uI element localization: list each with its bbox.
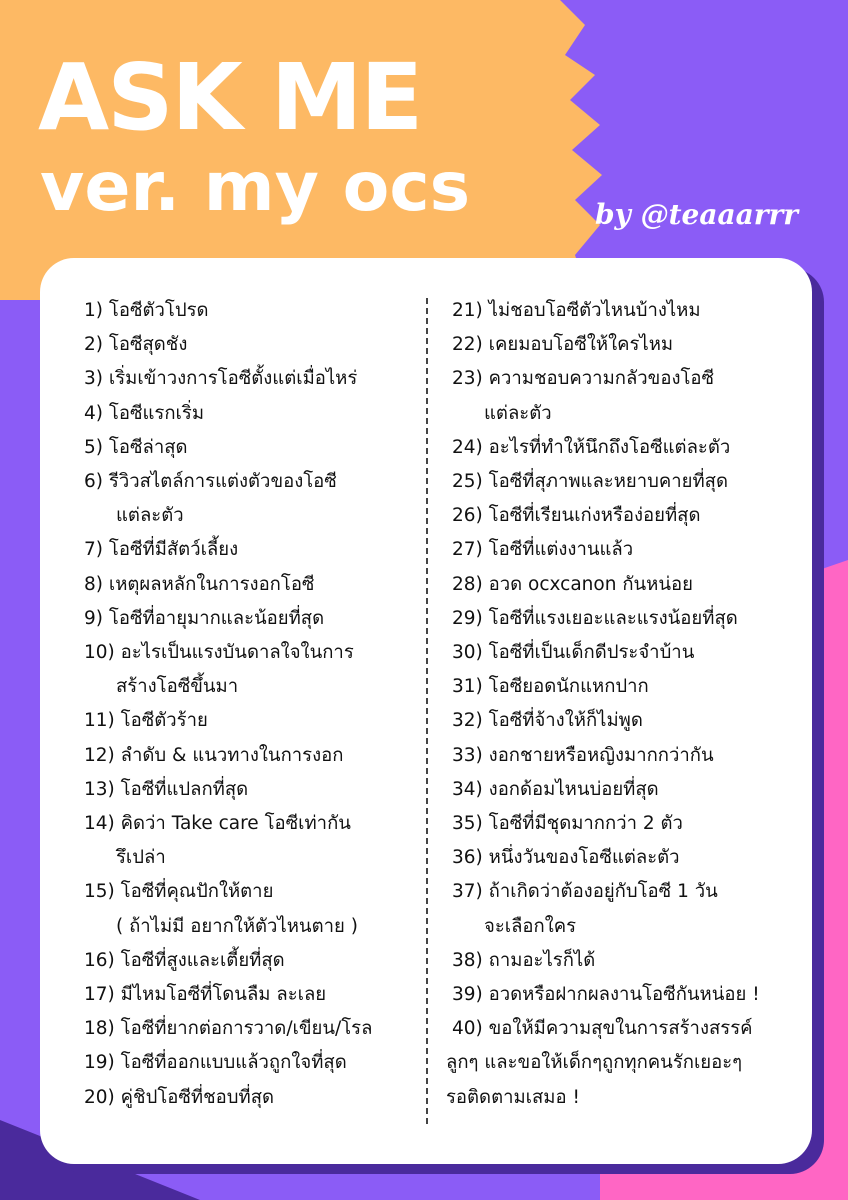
question-number: 2): [84, 334, 103, 356]
question-text-continued: แต่ละตัว: [484, 402, 552, 424]
question-item: [84, 875, 414, 943]
question-text: โอซีที่คุณปักให้ตาย: [120, 881, 274, 903]
question-item: [452, 568, 800, 602]
question-item: [84, 978, 414, 1012]
questions-card: [40, 258, 812, 1164]
question-number: 5): [84, 436, 103, 458]
question-item: [452, 328, 800, 362]
question-item: [452, 465, 800, 499]
question-number: 14): [84, 813, 115, 835]
author-byline: by @teaaarrr: [594, 198, 798, 231]
question-number: 40): [452, 1018, 483, 1040]
question-item: [452, 841, 800, 875]
question-text: คิดว่า Take care โอซีเท่ากัน: [120, 813, 351, 835]
question-number: 6): [84, 471, 103, 493]
question-text: โอซีที่ยากต่อการวาด/เขียน/โรล: [120, 1018, 373, 1040]
question-text: อวด ocxcanon กันหน่อย: [488, 573, 693, 595]
questions-right-column: [446, 294, 800, 1115]
question-text: โอซีที่เป็นเด็กดีประจำบ้าน: [488, 642, 695, 664]
question-number: 19): [84, 1052, 115, 1074]
question-text: ความชอบความกลัวของโอซี: [488, 368, 715, 390]
question-number: 34): [452, 778, 483, 800]
title-ask-me: ASK ME: [38, 44, 422, 151]
question-text: โอซีที่มีสัตว์เลี้ยง: [108, 539, 239, 561]
question-number: 30): [452, 642, 483, 664]
question-number: 8): [84, 573, 103, 595]
question-item: [84, 328, 414, 362]
question-item: [84, 397, 414, 431]
question-number: 1): [84, 300, 103, 321]
question-number: 28): [452, 573, 483, 595]
question-text: โอซีที่อายุมากและน้อยที่สุด: [108, 607, 325, 629]
question-number: 20): [84, 1086, 115, 1108]
question-item: [452, 773, 800, 807]
question-number: 25): [452, 471, 483, 493]
question-text-continued: รึเปล่า: [116, 847, 166, 869]
question-text: โอซีที่แรงเยอะและแรงน้อยที่สุด: [488, 607, 738, 629]
question-item: [84, 739, 414, 773]
question-item: [452, 362, 800, 430]
question-text: เคยมอบโอซีให้ใครไหม: [488, 334, 674, 356]
question-item: [84, 704, 414, 738]
question-item: [84, 568, 414, 602]
question-item: [452, 533, 800, 567]
question-item: [452, 499, 800, 533]
question-number: 22): [452, 334, 483, 356]
question-text: โอซีที่มีชุดมากกว่า 2 ตัว: [488, 813, 683, 835]
question-text: โอซีสุดชัง: [108, 334, 188, 356]
question-number: 26): [452, 505, 483, 527]
title-subtitle: ver. my ocs: [40, 148, 471, 227]
questions-left-column: [84, 294, 414, 1115]
question-item: [452, 294, 800, 328]
question-number: 24): [452, 436, 483, 458]
question-item: [452, 875, 800, 943]
question-text: เหตุผลหลักในการงอกโอซี: [108, 573, 315, 595]
question-text-continued: แต่ละตัว: [116, 505, 184, 527]
question-number: 36): [452, 847, 483, 869]
question-number: 15): [84, 881, 115, 903]
question-text: เริ่มเข้าวงการโอซีตั้งแต่เมื่อไหร่: [108, 368, 358, 390]
question-item: [452, 978, 800, 1012]
question-text: ขอให้มีความสุขในการสร้างสรรค์: [488, 1018, 753, 1040]
question-item: [452, 704, 800, 738]
question-item: [452, 807, 800, 841]
question-text: โอซีที่แต่งงานแล้ว: [488, 539, 634, 561]
question-item: [84, 465, 414, 533]
question-text: โอซีที่ออกแบบแล้วถูกใจที่สุด: [120, 1052, 347, 1074]
question-number: 9): [84, 607, 103, 629]
question-text: รีวิวสไตล์การแต่งตัวของโอซี: [108, 471, 337, 493]
question-number: 23): [452, 368, 483, 390]
question-number: 37): [452, 881, 483, 903]
question-number: 38): [452, 949, 483, 971]
question-text: โอซีตัวโปรด: [108, 300, 209, 321]
question-number: 21): [452, 300, 483, 321]
question-text: คู่ชิปโอซีที่ชอบที่สุด: [120, 1086, 275, 1108]
question-text: โอซีที่สุภาพและหยาบคายที่สุด: [488, 471, 728, 493]
question-number: 17): [84, 984, 115, 1006]
question-text: อะไรเป็นแรงบันดาลใจในการ: [120, 642, 354, 664]
question-item: [84, 1012, 414, 1046]
question-item: [84, 602, 414, 636]
question-text: โอซีแรกเริ่ม: [108, 402, 205, 424]
question-text: มีไหมโอซีที่โดนลืม ละเลย: [120, 984, 327, 1006]
question-item: [84, 636, 414, 704]
question-number: 35): [452, 813, 483, 835]
question-item: [84, 431, 414, 465]
question-number: 31): [452, 676, 483, 698]
question-item: [452, 944, 800, 978]
question-number: 39): [452, 984, 483, 1006]
question-number: 33): [452, 744, 483, 766]
question-text: หนึ่งวันของโอซีแต่ละตัว: [488, 847, 680, 869]
question-text: ไม่ชอบโอซีตัวไหนบ้างไหม: [488, 300, 701, 321]
question-item: [84, 362, 414, 396]
question-text-continued: ( ถ้าไม่มี อยากให้ตัวไหนตาย ): [116, 915, 358, 937]
question-number: 32): [452, 710, 483, 732]
question-text: ลำดับ & แนวทางในการงอก: [120, 744, 344, 766]
question-number: 10): [84, 642, 115, 664]
question-item: [452, 431, 800, 465]
question-number: 13): [84, 778, 115, 800]
question-item: [452, 739, 800, 773]
question-text: อะไรที่ทำให้นึกถึงโอซีแต่ละตัว: [488, 436, 731, 458]
column-divider: [426, 298, 428, 1124]
question-text: โอซีที่เรียนเก่งหรือง่อยที่สุด: [488, 505, 701, 527]
question-text: อวดหรือฝากผลงานโอซีกันหน่อย !: [488, 984, 760, 1006]
question-text: โอซีที่แปลกที่สุด: [120, 778, 249, 800]
question-number: 7): [84, 539, 103, 561]
question-text: โอซีที่จ้างให้ก็ไม่พูด: [488, 710, 643, 732]
question-text-continued: สร้างโอซีขึ้นมา: [116, 676, 239, 698]
question-number: 12): [84, 744, 115, 766]
question-text-continued: รอติดตามเสมอ !: [446, 1086, 580, 1108]
question-item: [452, 670, 800, 704]
question-item: [452, 636, 800, 670]
question-item: [84, 944, 414, 978]
question-item: [452, 602, 800, 636]
question-number: 18): [84, 1018, 115, 1040]
question-number: 29): [452, 607, 483, 629]
question-item: [446, 1012, 800, 1115]
question-text: งอกชายหรือหญิงมากกว่ากัน: [488, 744, 714, 766]
question-text: ถ้าเกิดว่าต้องอยู่กับโอซี 1 วัน: [488, 881, 718, 903]
question-text-continued: จะเลือกใคร: [484, 915, 577, 937]
question-text: โอซียอดนักแหกปาก: [488, 676, 649, 698]
question-item: [84, 1081, 414, 1115]
question-number: 11): [84, 710, 115, 732]
question-text: โอซีตัวร้าย: [120, 710, 208, 732]
question-item: [84, 773, 414, 807]
question-text: งอกด้อมไหนบ่อยที่สุด: [488, 778, 659, 800]
question-text: โอซีล่าสุด: [108, 436, 188, 458]
question-item: [84, 294, 414, 328]
question-item: [84, 1046, 414, 1080]
question-item: [84, 807, 414, 875]
question-number: 4): [84, 402, 103, 424]
question-text-continued: ลูกๆ และขอให้เด็กๆถูกทุกคนรักเยอะๆ: [446, 1052, 743, 1074]
question-number: 3): [84, 368, 103, 390]
question-item: [84, 533, 414, 567]
question-text: ถามอะไรก็ได้: [488, 949, 596, 971]
question-number: 16): [84, 949, 115, 971]
question-text: โอซีที่สูงและเตี้ยที่สุด: [120, 949, 285, 971]
question-number: 27): [452, 539, 483, 561]
